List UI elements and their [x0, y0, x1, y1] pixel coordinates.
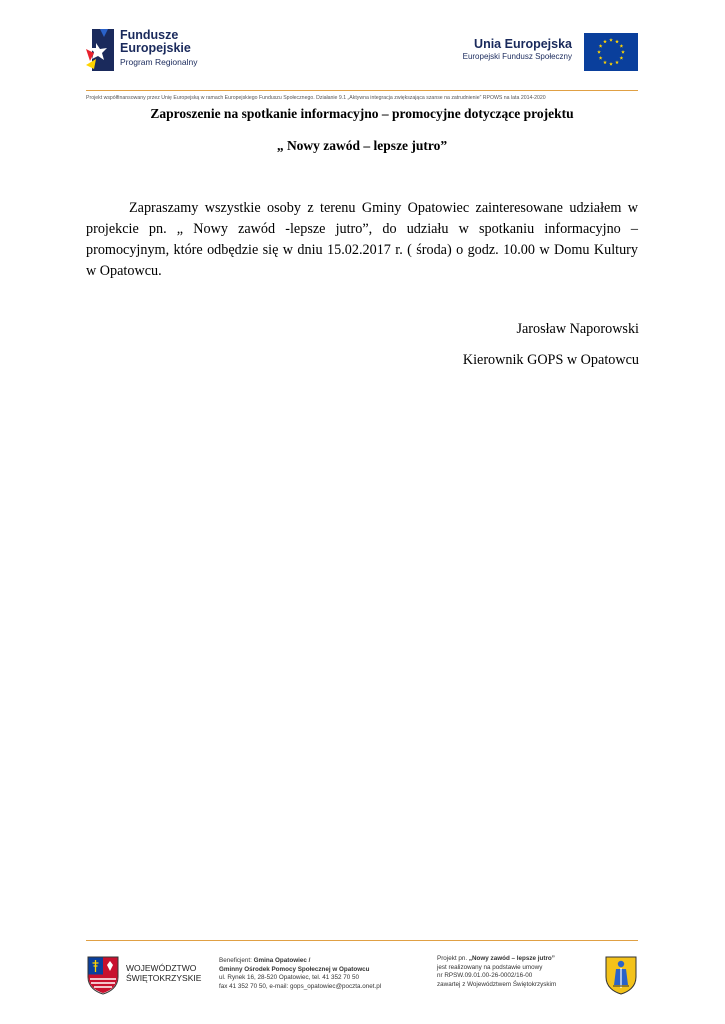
beneficiary-prefix: Beneficjent: — [219, 957, 254, 964]
project-prefix: Projekt pn. — [437, 955, 469, 962]
ue-logo-text — [463, 37, 572, 63]
region-name-line1: WOJEWÓDZTWO — [126, 963, 197, 973]
fe-logo-text — [120, 29, 197, 68]
beneficiary-name2: Gminny Ośrodek Pomocy Społecznej w Opatowcu — [219, 965, 370, 973]
ue-logo-subtitle: Europejski Fundusz Społeczny — [462, 52, 572, 61]
region-name — [126, 963, 201, 983]
ue-logo-title: Unia Europejska — [474, 37, 572, 51]
footer-divider — [86, 940, 638, 941]
beneficiary-info — [219, 957, 381, 991]
project-line4: zawartej z Województwem Świętokrzyskim — [437, 980, 557, 988]
project-line1 — [437, 955, 556, 964]
project-line2: jest realizowany na podstawie umowy — [437, 963, 543, 971]
opatowiec-crest-icon — [604, 955, 638, 995]
header-divider — [86, 90, 638, 91]
cofinancing-note: Projekt współfinansowany przez Unię Europejską w ramach Europejskiego Funduszu Społecznego. Działanie 9.1 „Aktywna integracja zwiększająca szanse na zatrudnienie” RPOWŚ na lata 2014-2020 — [86, 95, 546, 101]
signature-role: Kierownik GOPS w Opatowcu — [462, 352, 639, 368]
beneficiary-contact: fax 41 352 70 50, e-mail: gops_opatowiec@poczta.onet.pl — [219, 982, 382, 990]
fundusze-europejskie-logo — [86, 27, 216, 77]
region-name-line2: ŚWIĘTOKRZYSKIE — [126, 973, 202, 983]
beneficiary-name1: Gmina Opatowiec / — [253, 957, 311, 964]
beneficiary-address: ul. Rynek 16, 28-520 Opatowiec, tel. 41 352 70 50 — [219, 974, 360, 981]
document-subtitle: „ Nowy zawód – lepsze jutro” — [276, 138, 448, 153]
fe-logo-line2: Europejskie — [120, 41, 191, 55]
fe-logo-line3: Program Regionalny — [120, 57, 198, 67]
project-name: „Nowy zawód – lepsze jutro” — [468, 955, 555, 962]
signature-name: Jarosław Naporowski — [516, 321, 639, 337]
document-title: Zaproszenie na spotkanie informacyjno – promocyjne dotyczące projektu — [150, 106, 574, 121]
unia-europejska-logo — [440, 33, 638, 73]
invitation-body: Zapraszamy wszystkie osoby z terenu Gminy Opatowiec zainteresowane udziałem w projekcie pn. „ Nowy zawód -lepsze jutro”, do udziału w spotkaniu informacyjno – promocyjnym, które odbędzie się w dniu 15.02.2017 r. ( środa) o godz. 10.00 w Domu Kultury w Opatowcu. — [86, 200, 638, 279]
project-line3: nr RPSW.09.01.00-26-0002/16-00 — [437, 972, 533, 979]
fe-logo-line1: Fundusze — [120, 28, 179, 42]
fe-star-icon — [86, 27, 116, 73]
project-info — [437, 955, 556, 989]
eu-flag-icon — [584, 33, 638, 71]
region-crest-icon — [86, 955, 120, 995]
beneficiary-line1 — [219, 957, 381, 966]
page-header — [0, 0, 725, 110]
